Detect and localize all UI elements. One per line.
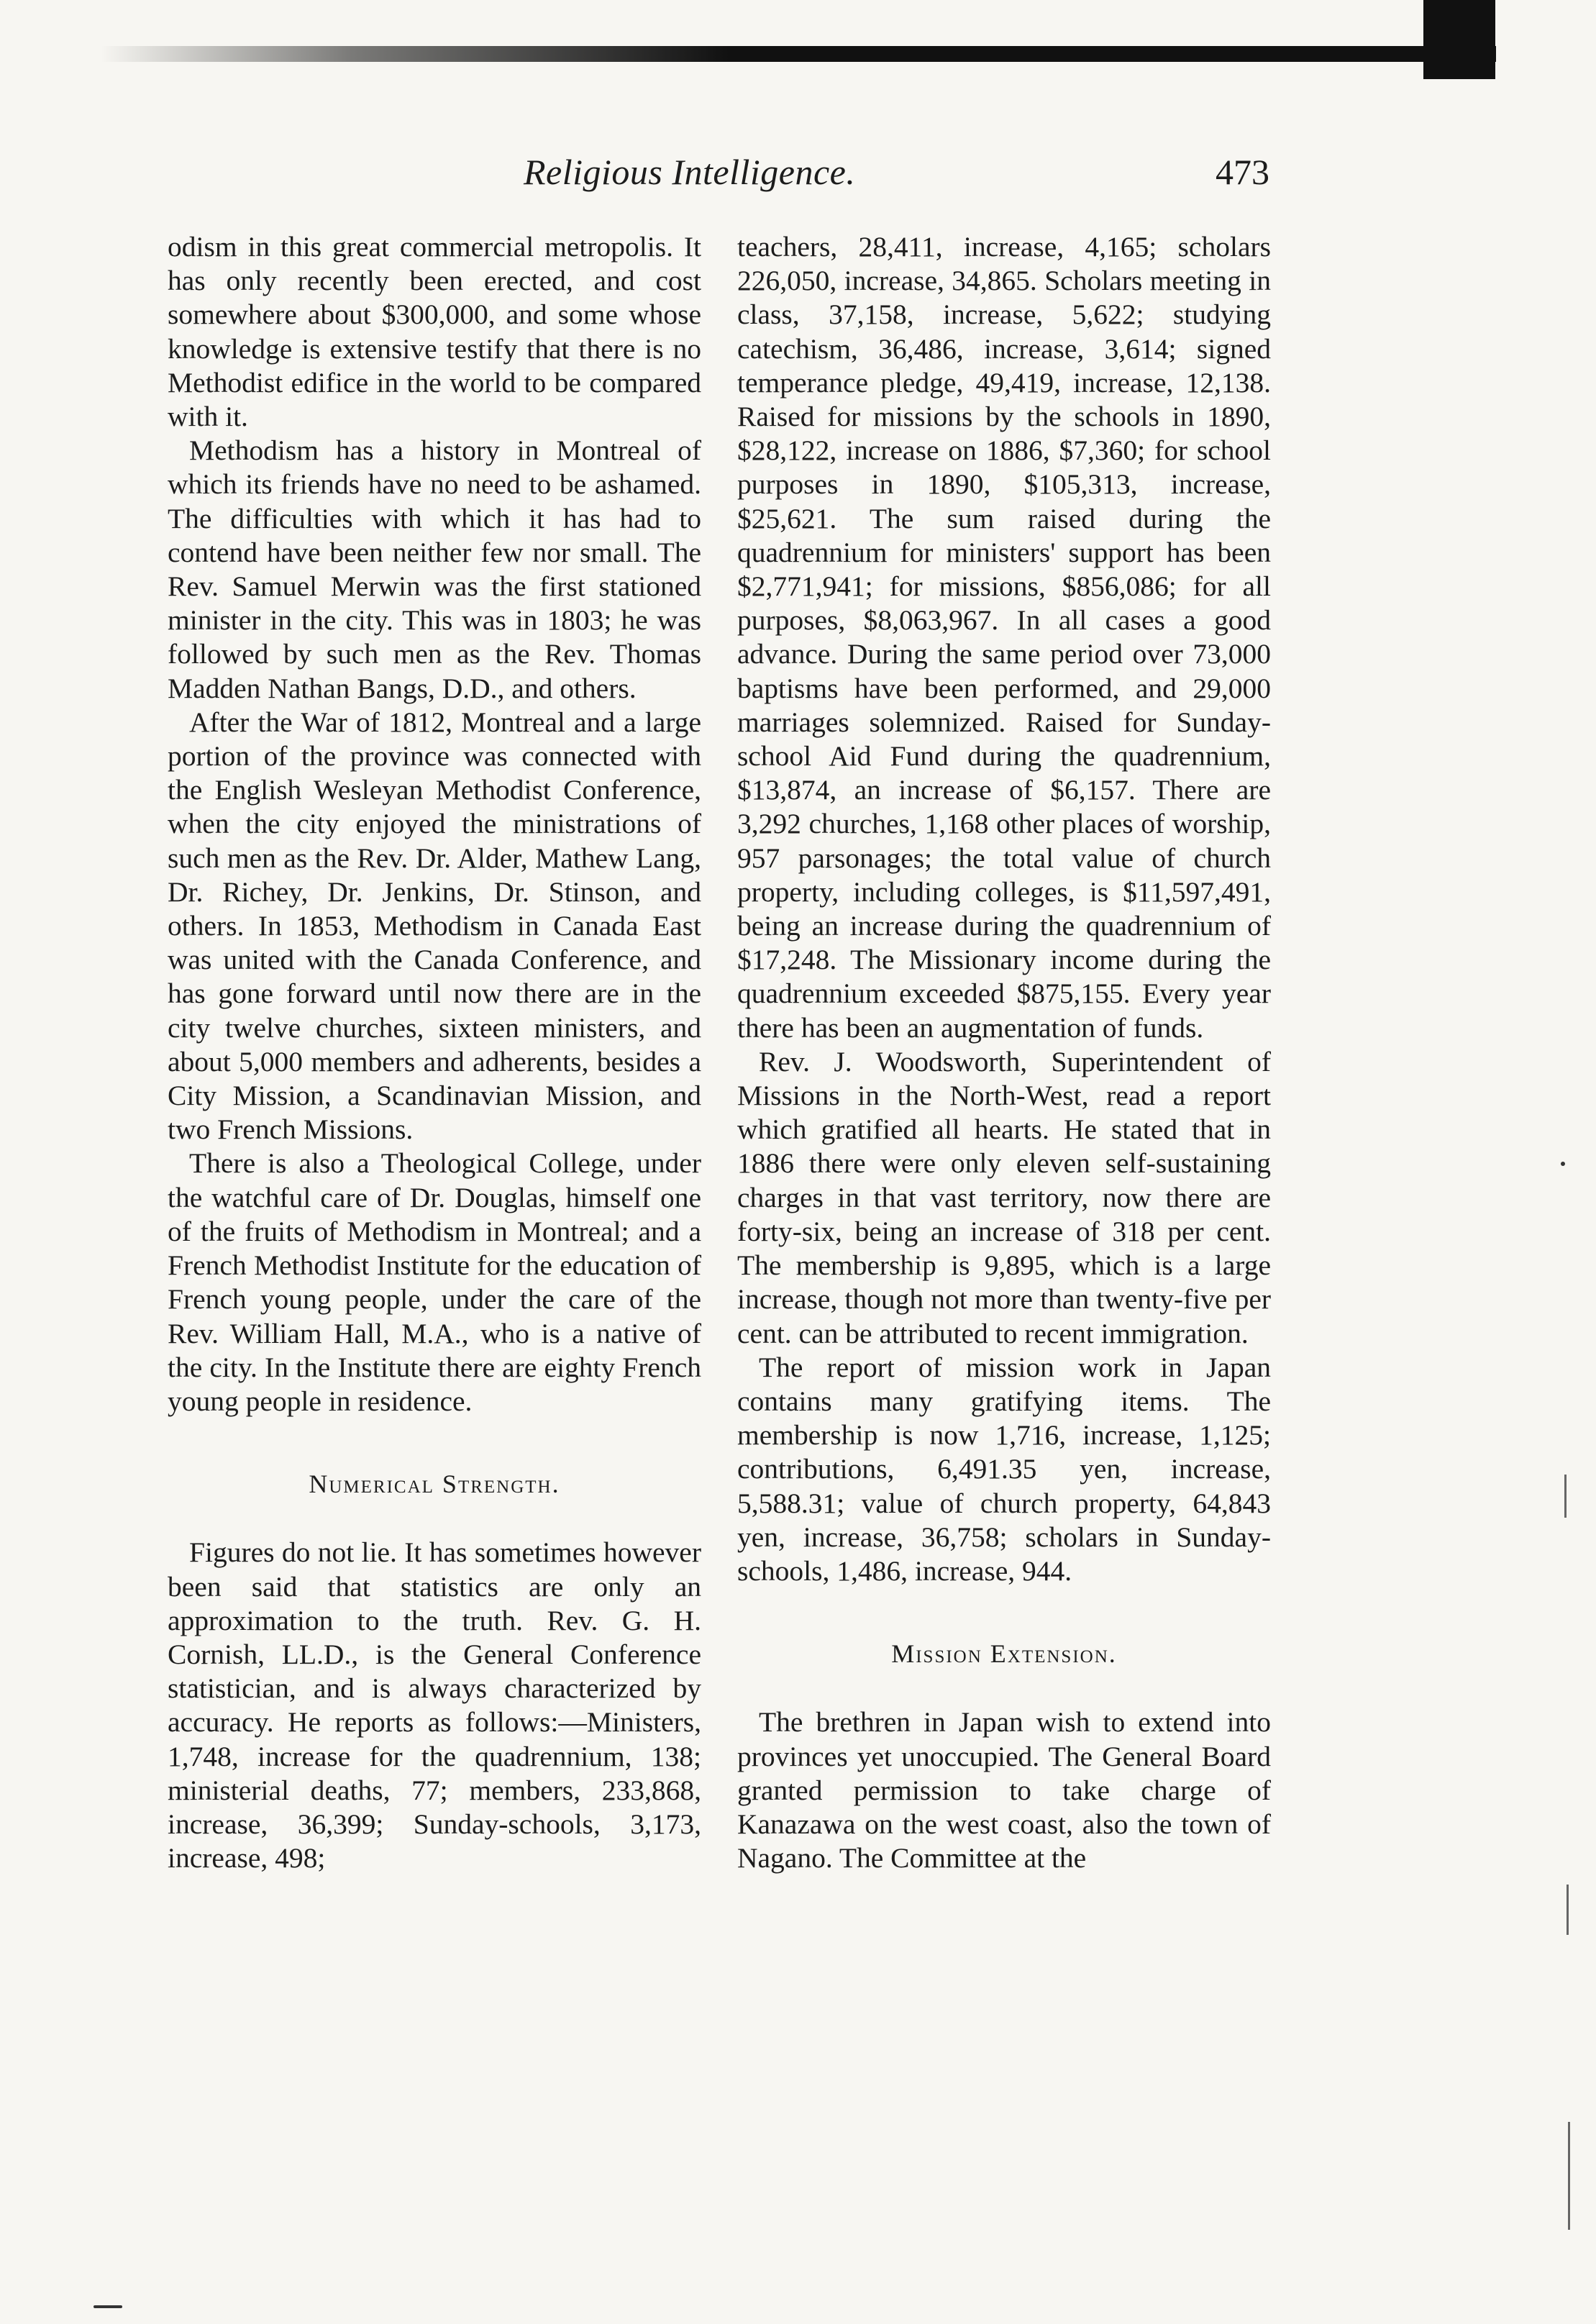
paragraph: Rev. J. Woodsworth, Superintendent of Missions in the North-West, read a report which gratified all hearts. He stated that in 1886 there were only eleven self-sustaining charges in that vast territory, now there are forty-six, being an increase of 318 per cent. The membership is 9,895, which is a large increase, though not more than twenty-five per cent. can be attributed to recent immigration.	[737, 1045, 1271, 1349]
section-heading: Mission Extension.	[891, 1639, 1117, 1669]
paragraph: Figures do not lie. It has sometimes however been said that statistics are only an approximation to the truth. Rev. G. H. Cornish, LL.D., is the General Conference statistician, and is always characterized by accuracy. He reports as follows:—Ministers, 1,748, increase for the quadrennium, 138; ministerial deaths, 77; members, 233,868, increase, 36,399; Sunday-schools, 3,173, increase, 498;	[168, 1536, 701, 1874]
running-head: Religious Intelligence.	[524, 152, 856, 192]
section-heading: Numerical Strength.	[309, 1469, 560, 1499]
scan-margin-mark	[1567, 1885, 1569, 1935]
paragraph: Methodism has a history in Montreal of which its friends have no need to be ashamed. The difficulties with which it has had to contend have been neither few nor small. The Rev. Samuel Merwin was the first stationed minister in the city. This was in 1803; he was followed by such men as the Rev. Thomas Madden Nathan Bangs, D.D., and others.	[168, 434, 701, 704]
scan-margin-mark	[1564, 1475, 1567, 1518]
scan-margin-mark	[1568, 2122, 1570, 2230]
paragraph: The report of mission work in Japan contains many gratifying items. The membership is now 1,716, increase, 1,125; contributions, 6,491.35 yen, increase, 5,588.31; value of church property, 64,843 yen, increase, 36,758; scholars in Sunday-schools, 1,486, increase, 944.	[737, 1351, 1271, 1587]
paragraph: odism in this great commercial metropolis. It has only recently been erected, and cost somewhere about $300,000, and some whose knowledge is extensive testify that there is no Methodist edifice in the world to be compared with it.	[168, 231, 701, 433]
scan-speck	[1561, 1162, 1565, 1166]
right-column	[737, 230, 1271, 1875]
left-column	[168, 230, 701, 1875]
scan-speck	[94, 2305, 122, 2308]
scan-top-edge	[101, 46, 1496, 62]
paragraph: teachers, 28,411, increase, 4,165; scholars 226,050, increase, 34,865. Scholars meeting in class, 37,158, increase, 5,622; studying catechism, 36,486, increase, 3,614; signed temperance pledge, 49,419, increase, 12,138. Raised for missions by the schools in 1890, $28,122, increase on 1886, $7,360; for school purposes in 1890, $105,313, increase, $25,621. The sum raised during the quadrennium for ministers' support has been $2,771,941; for missions, $856,086; for all purposes, $8,063,967. In all cases a good advance. During the same period over 73,000 baptisms have been performed, and 29,000 marriages solemnized. Raised for Sunday-school Aid Fund during the quadrennium, $13,874, an increase of $6,157. There are 3,292 churches, 1,168 other places of worship, 957 parsonages; the total value of church property, including colleges, is $11,597,491, being an increase during the quadrennium of $17,248. The Missionary income during the quadrennium exceeded $875,155. Every year there has been an augmentation of funds.	[737, 231, 1271, 1044]
scan-corner-shadow	[1423, 0, 1495, 79]
paragraph: The brethren in Japan wish to extend into provinces yet unoccupied. The General Board granted permission to take charge of Kanazawa on the west coast, also the town of Nagano. The Committee at the	[737, 1706, 1271, 1874]
paragraph: There is also a Theological College, under the watchful care of Dr. Douglas, himself one of the fruits of Methodism in Montreal; and a French Methodist Institute for the education of French young people, under the care of the Rev. William Hall, M.A., who is a native of the city. In the Institute there are eighty French young people in residence.	[168, 1147, 701, 1417]
page-number: 473	[1216, 152, 1269, 192]
paragraph: After the War of 1812, Montreal and a large portion of the province was connected with the English Wesleyan Methodist Conference, when the city enjoyed the ministrations of such men as the Rev. Dr. Alder, Mathew Lang, Dr. Richey, Dr. Jenkins, Dr. Stinson, and others. In 1853, Methodism in Canada East was united with the Canada Conference, and has gone forward until now there are in the city twelve churches, sixteen ministers, and about 5,000 members and adherents, besides a City Mission, a Scandinavian Mission, and two French Missions.	[168, 706, 701, 1146]
